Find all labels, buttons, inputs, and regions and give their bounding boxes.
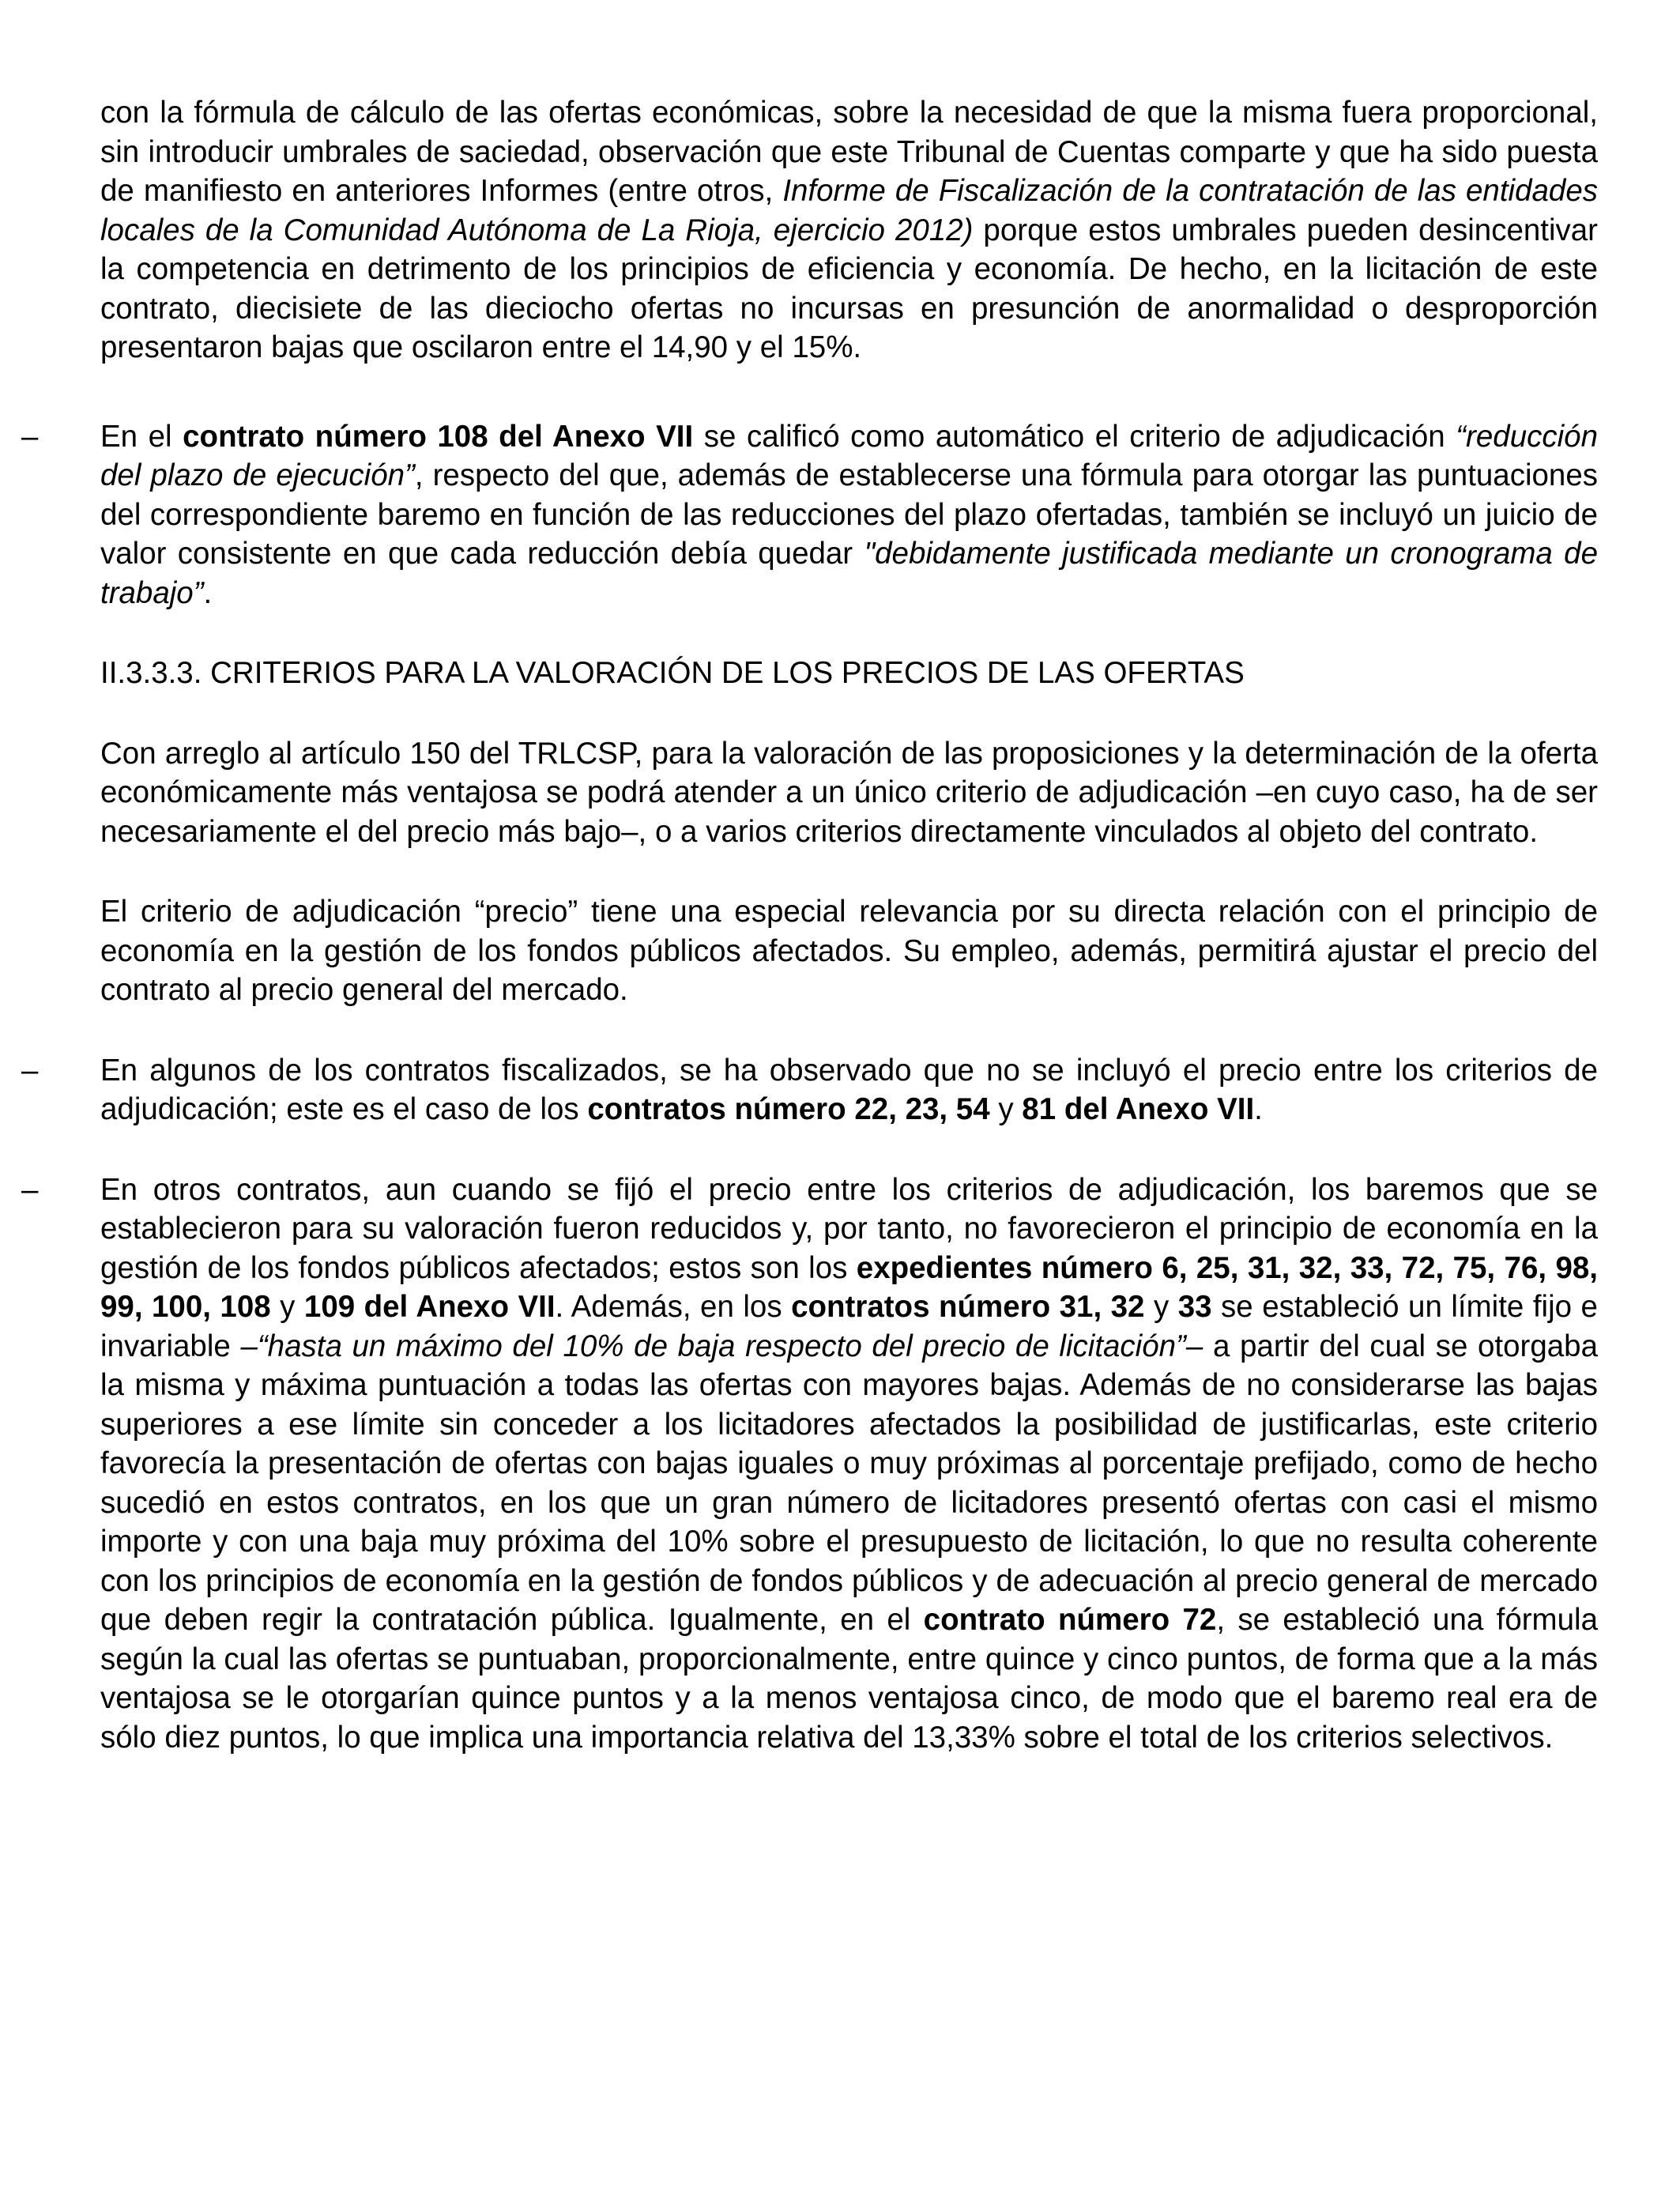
- bold-run: expedientes número 6, 25, 31, 32, 33, 72, 75, 76, 98, 99, 100, 108: [100, 1250, 1598, 1324]
- italic-run: “reducción del plazo de ejecución”: [100, 419, 1598, 492]
- text-run: .: [1254, 1092, 1263, 1126]
- text-run: , se estableció una fórmula según la cual las ofertas se puntuaban, proporcionalmente, entre quince y cinco puntos, de forma que a la más ventajosa se le otorgarían quince puntos y a la menos ventajosa cinco, de modo que el baremo real era de sólo diez puntos, lo que implica una importancia relativa del 13,33% sobre el total de los criterios selectivos.: [100, 1603, 1598, 1755]
- text-run: a partir del cual se otorgaba la misma y máxima puntuación a todas las ofertas con mayores bajas. Además de no considerarse las bajas superiores a ese límite sin conceder a los licitadores afectados la posibilidad de justificarlas, este criterio favorecía la presentación de ofertas con bajas iguales o muy próximas al porcentaje prefijado, como de hecho sucedió en estos contratos, en los que un gran número de licitadores presentó ofertas con casi el mismo importe y con una baja muy próxima del 10% sobre el presupuesto de licitación, lo que no resulta coherente con los principios de economía en la gestión de fondos públicos y de adecuación al precio general de mercado que deben regir la contratación pública. Igualmente, en el: [100, 1329, 1598, 1637]
- bold-run: contrato número 108 del Anexo VII: [183, 419, 694, 454]
- bullet-item-baremos-reducidos: [21, 1171, 1598, 1758]
- bold-run: 109 del Anexo VII: [303, 1290, 556, 1324]
- bold-run: 81 del Anexo VII: [1022, 1092, 1255, 1126]
- text-run: se calificó como automático el criterio de adjudicación: [693, 419, 1456, 454]
- text-run: y: [1144, 1290, 1178, 1324]
- text-run: En algunos de los contratos fiscalizados, se ha observado que no se incluyó el precio entre los criterios de adjudicación; este es el caso de los: [100, 1053, 1598, 1126]
- bullet-dash: –: [21, 1053, 39, 1088]
- text-run: En el: [100, 419, 183, 454]
- bold-run: 33: [1177, 1290, 1212, 1324]
- italic-run: –“hasta un máximo del 10% de baja respecto del precio de licitación”–: [240, 1329, 1203, 1363]
- bullet-text: [100, 417, 1598, 613]
- text-run: El criterio de adjudicación “precio” tiene una especial relevancia por su directa relación con el principio de economía en la gestión de los fondos públicos afectados. Su empleo, además, permitirá ajustar el precio del contrato al precio general del mercado.: [100, 895, 1598, 1007]
- italic-run: Informe de Fiscalización de la contratación de las entidades locales de la Comunidad Autónoma de La Rioja, ejercicio 2012): [100, 174, 1598, 247]
- text-run: .: [203, 575, 213, 610]
- paragraph-articulo-150: [100, 734, 1598, 852]
- text-run: porque estos umbrales pueden desincentivar la competencia en detrimento de los principios de eficiencia y economía. De hecho, en la licitación de este contrato, diecisiete de las dieciocho ofertas no incursas en presunción de anormalidad o desproporción presentaron bajas que oscilaron entre el 14,90 y el 15%.: [100, 213, 1599, 364]
- text-run: , respecto del que, además de establecerse una fórmula para otorgar las puntuaciones del correspondiente baremo en función de las reducciones del plazo ofertadas, también se incluyó un juicio de valor consistente en que cada reducción debía quedar: [100, 458, 1598, 571]
- text-run: y: [989, 1092, 1023, 1126]
- bullet-dash: –: [21, 1172, 39, 1207]
- bullet-text: [100, 1171, 1598, 1758]
- document-page: [21, 93, 1599, 1757]
- section-heading: II.3.3.3. CRITERIOS PARA LA VALORACIÓN DE LOS PRECIOS DE LAS OFERTAS: [100, 656, 1245, 690]
- bold-run: contrato número 72: [923, 1603, 1217, 1637]
- paragraph-continuation: [100, 93, 1598, 368]
- bullet-text: [100, 1051, 1598, 1129]
- bullet-dash: –: [21, 419, 39, 454]
- paragraph-criterio-precio: [100, 892, 1598, 1010]
- bold-run: contratos número 22, 23, 54: [587, 1092, 990, 1126]
- italic-run: "debidamente justificada mediante un cronograma de trabajo”: [100, 537, 1598, 610]
- text-run: se estableció un límite fijo e invariable: [100, 1290, 1598, 1363]
- bullet-item-contrato-108: [21, 417, 1598, 613]
- text-run: y: [270, 1290, 304, 1324]
- text-run: Con arreglo al artículo 150 del TRLCSP, para la valoración de las proposiciones y la determinación de la oferta económicamente más ventajosa se podrá atender a un único criterio de adjudicación –en cuyo caso, ha de ser necesariamente el del precio más bajo–, o a varios criterios directamente vinculados al objeto del contrato.: [100, 736, 1598, 849]
- text-run: . Además, en los: [555, 1290, 792, 1324]
- bold-run: contratos número 31, 32: [791, 1290, 1145, 1324]
- bullet-item-sin-precio: [21, 1051, 1598, 1129]
- text-run: En otros contratos, aun cuando se fijó el precio entre los criterios de adjudicación, los baremos que se establecieron para su valoración fueron reducidos y, por tanto, no favorecieron el principio de economía en la gestión de los fondos públicos afectados; estos son los: [100, 1172, 1598, 1285]
- text-run: con la fórmula de cálculo de las ofertas económicas, sobre la necesidad de que la misma fuera proporcional, sin introducir umbrales de saciedad, observación que este Tribunal de Cuentas comparte y que ha sido puesta de manifiesto en anteriores Informes (entre otros,: [100, 96, 1598, 208]
